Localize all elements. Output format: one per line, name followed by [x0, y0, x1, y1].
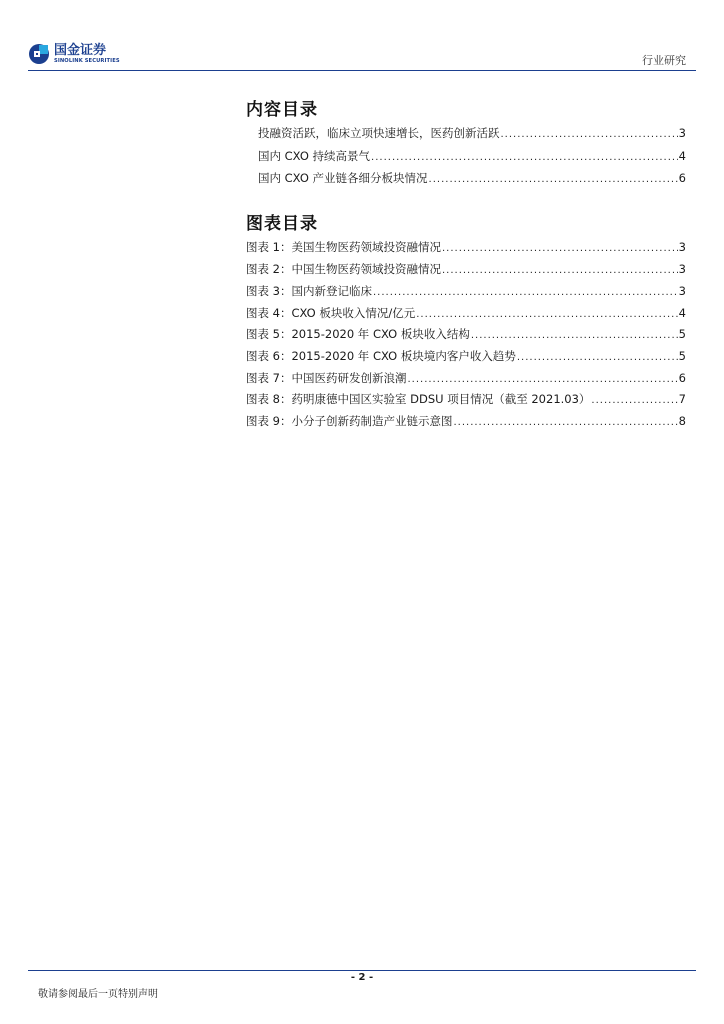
figure-toc-label: 图表 8：药明康德中国区实验室 DDSU 项目情况（截至 2021.03） [246, 392, 591, 406]
toc-item[interactable] [258, 148, 686, 164]
figures-title: 图表目录 [246, 214, 318, 234]
toc-item-label: 投融资活跃，临床立项快速增长，医药创新活跃 [258, 126, 500, 140]
dot-leader [371, 152, 678, 163]
dot-leader [453, 417, 677, 428]
dot-leader [517, 352, 678, 363]
header-divider [28, 70, 696, 71]
figure-toc-item[interactable] [246, 348, 686, 364]
toc-item-page: 6 [678, 171, 686, 185]
figure-toc-label: 图表 1：美国生物医药领域投资融情况 [246, 240, 441, 254]
figure-toc-label: 图表 4：CXO 板块收入情况/亿元 [246, 306, 416, 320]
toc-item-label: 国内 CXO 持续高景气 [258, 149, 371, 163]
figure-toc-label: 图表 9：小分子创新药制造产业链示意图 [246, 414, 453, 428]
figure-toc-item[interactable] [246, 413, 686, 429]
figure-toc-item[interactable] [246, 391, 686, 407]
report-category: 行业研究 [642, 54, 686, 67]
figure-toc-page: 5 [678, 349, 686, 363]
figure-toc-label: 图表 5：2015-2020 年 CXO 板块收入结构 [246, 327, 470, 341]
figure-toc-item[interactable] [246, 370, 686, 386]
toc-item-page: 3 [678, 126, 686, 140]
dot-leader [407, 374, 677, 385]
figure-toc-page: 5 [678, 327, 686, 341]
logo-english-name: SINOLINK SECURITIES [54, 57, 120, 64]
dot-leader [471, 330, 678, 341]
dot-leader [501, 129, 678, 140]
figure-toc-label: 图表 7：中国医药研发创新浪潮 [246, 371, 407, 385]
figure-toc-page: 6 [678, 371, 686, 385]
figure-toc-page: 8 [678, 414, 686, 428]
figure-toc-item[interactable] [246, 305, 686, 321]
figure-toc-page: 7 [678, 392, 686, 406]
figure-toc-label: 图表 3：国内新登记临床 [246, 284, 372, 298]
sinolink-logo-icon [28, 43, 50, 65]
dot-leader [373, 287, 678, 298]
figure-toc-page: 4 [678, 306, 686, 320]
dot-leader [416, 309, 677, 320]
figure-toc-item[interactable] [246, 261, 686, 277]
dot-leader [442, 243, 678, 254]
footer-divider [28, 970, 696, 971]
figure-toc-item[interactable] [246, 326, 686, 342]
figure-toc-label: 图表 2：中国生物医药领域投资融情况 [246, 262, 441, 276]
dot-leader [442, 265, 678, 276]
toc-item-page: 4 [678, 149, 686, 163]
figure-toc-page: 3 [678, 240, 686, 254]
toc-item-label: 国内 CXO 产业链各细分板块情况 [258, 171, 428, 185]
company-logo [28, 40, 120, 68]
figure-toc-page: 3 [678, 262, 686, 276]
dot-leader [429, 174, 678, 185]
figure-toc-label: 图表 6：2015-2020 年 CXO 板块境内客户收入趋势 [246, 349, 516, 363]
page-number: - 2 - [350, 972, 374, 983]
dot-leader [591, 395, 677, 406]
figure-toc-item[interactable] [246, 239, 686, 255]
logo-chinese-name: 国金证券 [54, 42, 107, 58]
toc-item[interactable] [258, 125, 686, 141]
disclaimer-note: 敬请参阅最后一页特别声明 [38, 989, 158, 1000]
figure-toc-page: 3 [678, 284, 686, 298]
contents-title: 内容目录 [246, 100, 318, 120]
figure-toc-item[interactable] [246, 283, 686, 299]
toc-item[interactable] [258, 170, 686, 186]
page-header [28, 40, 696, 70]
